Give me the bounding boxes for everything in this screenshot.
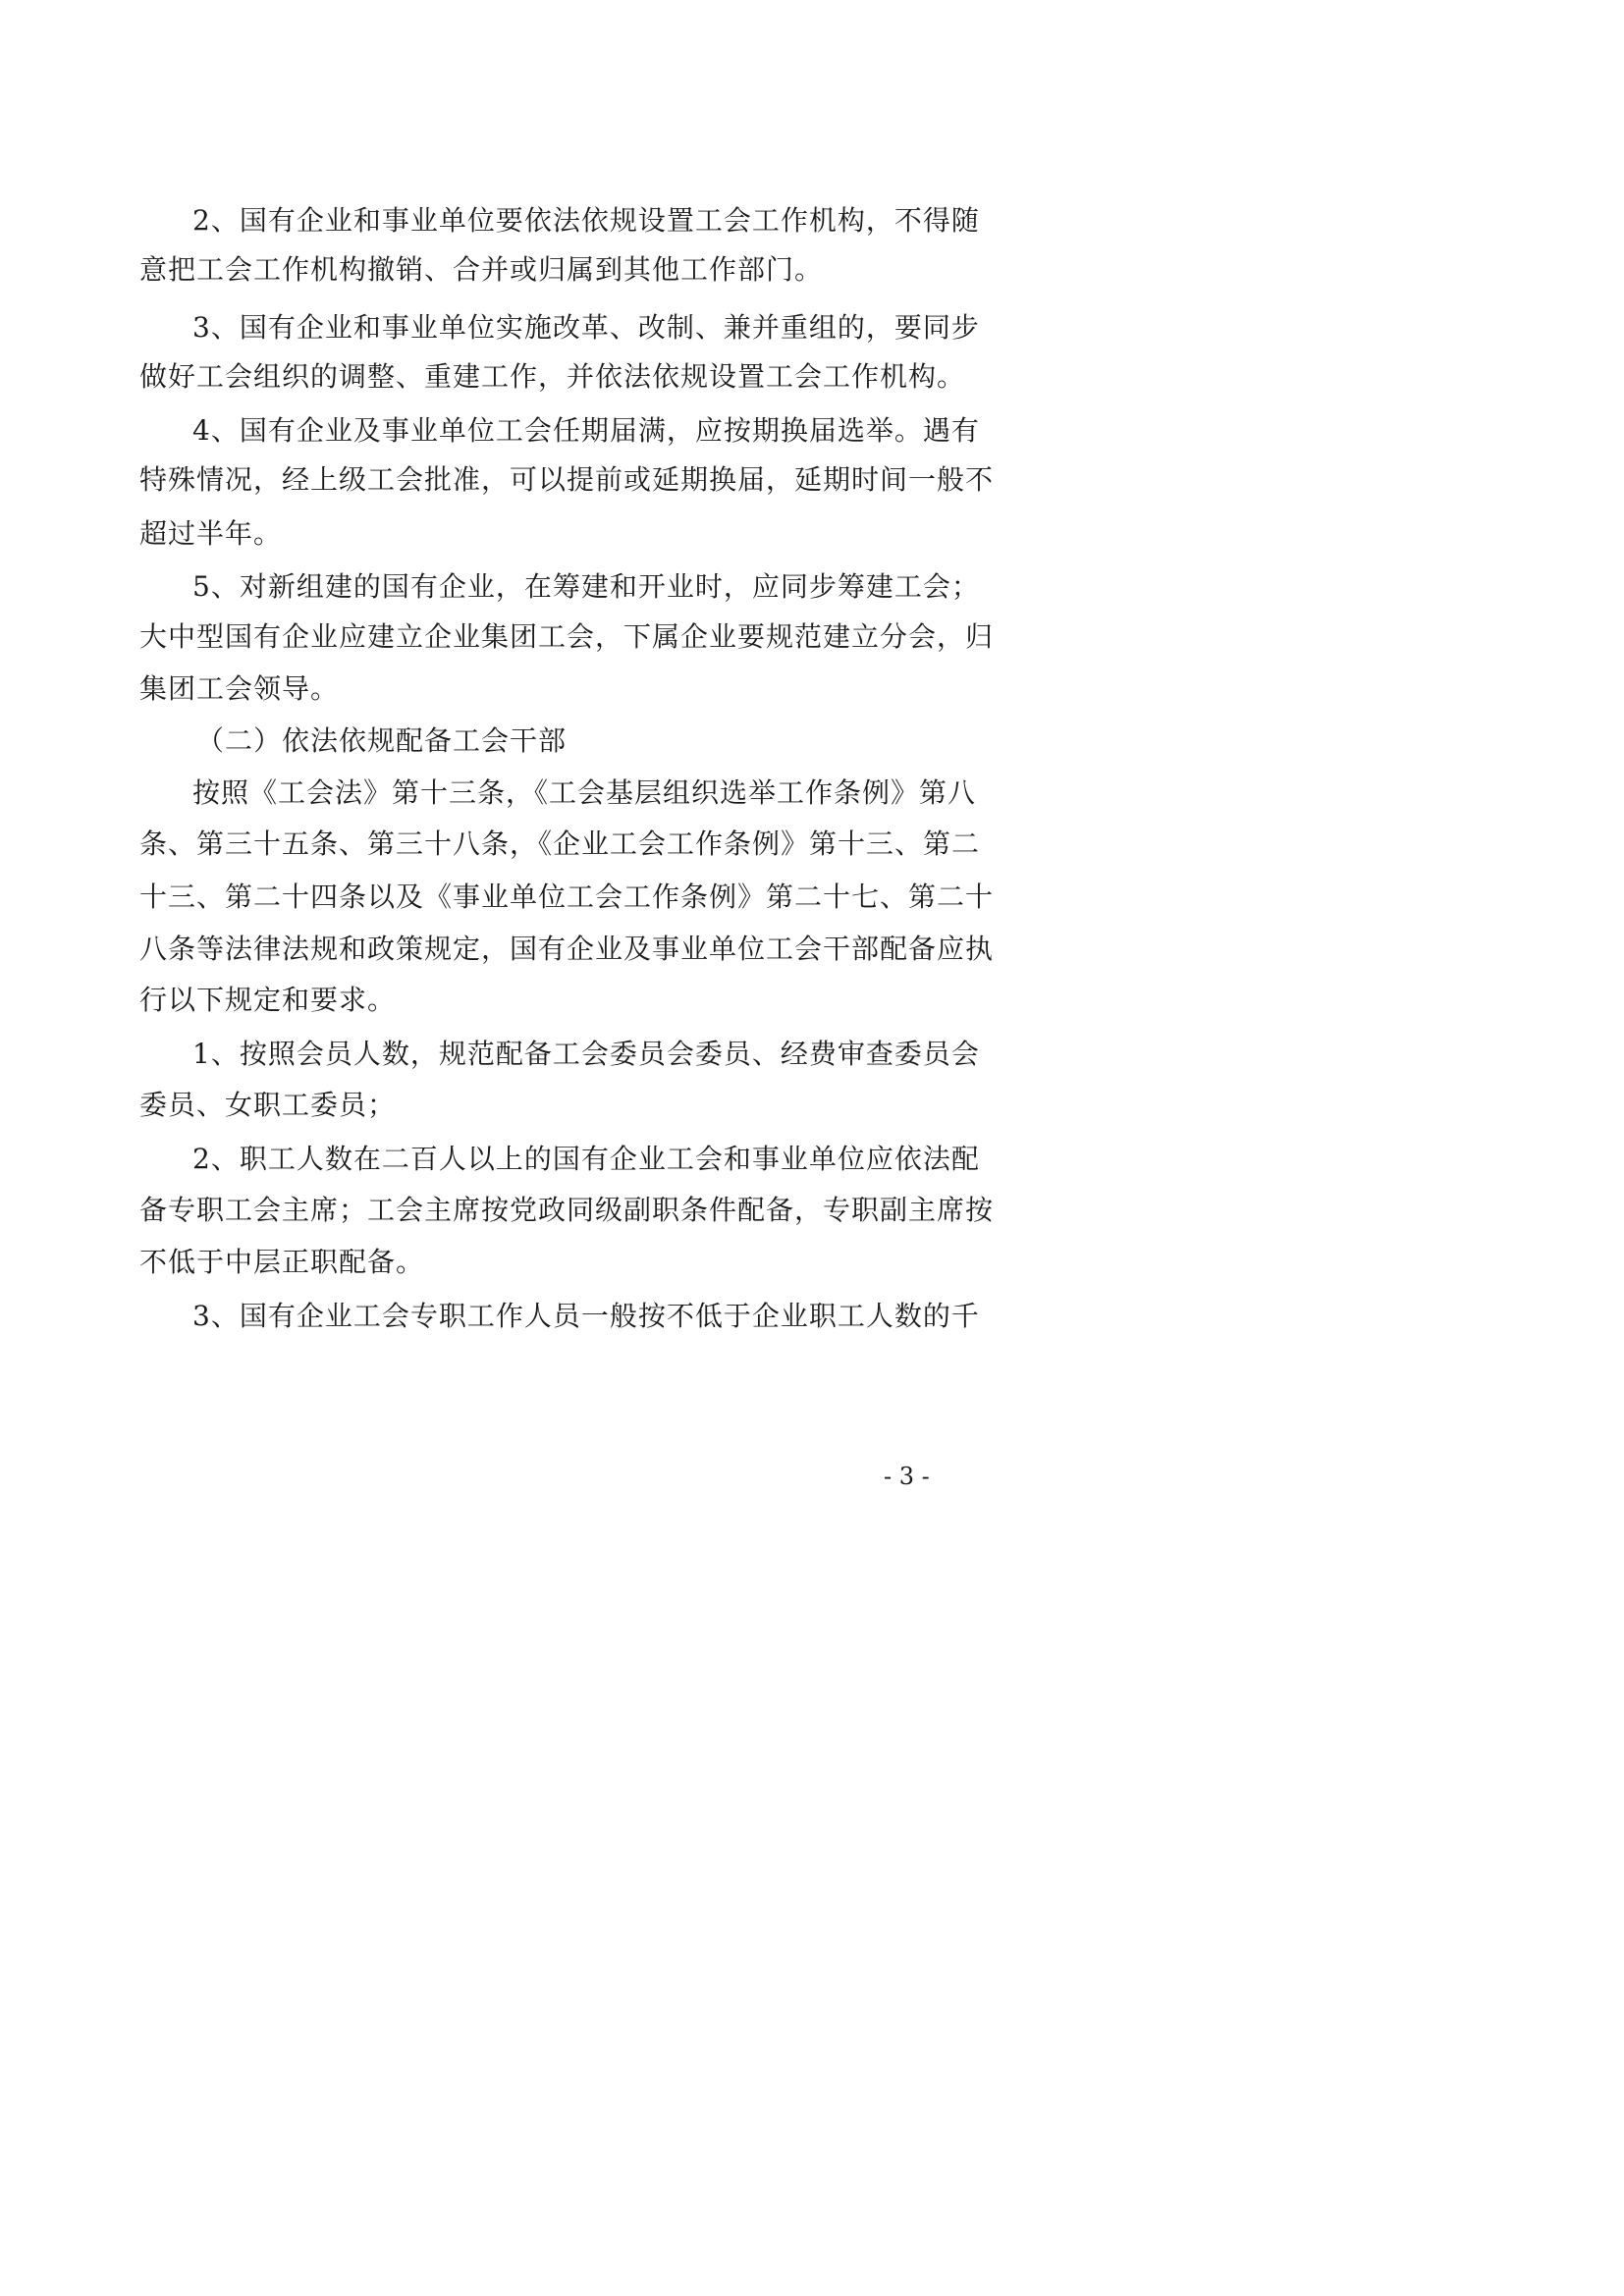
paragraph-line: 意把工会工作机构撤销、合并或归属到其他工作部门。 [139, 253, 824, 286]
paragraph-line: 委员、女职工委员； [139, 1089, 397, 1121]
paragraph-line: 十三、第二十四条以及《事业单位工会工作条例》第二十七、第二十 [139, 881, 995, 913]
paragraph-line: 3、国有企业工会专职工作人员一般按不低于企业职工人数的千 [192, 1300, 980, 1332]
document-page [0, 0, 1082, 1530]
paragraph-line: 八条等法律法规和政策规定，国有企业及事业单位工会干部配备应执 [139, 933, 995, 965]
paragraph-line: 3、国有企业和事业单位实施改革、改制、兼并重组的，要同步 [192, 311, 980, 344]
page-number: - 3 - [884, 1463, 930, 1490]
paragraph-line: 2、国有企业和事业单位要依法依规设置工会工作机构，不得随 [192, 204, 980, 237]
paragraph-line: 备专职工会主席；工会主席按党政同级副职条件配备，专职副主席按 [139, 1194, 995, 1226]
section-heading: （二）依法依规配备工会干部 [196, 724, 568, 757]
paragraph-line: 做好工会组织的调整、重建工作，并依法依规设置工会工作机构。 [139, 360, 966, 393]
paragraph-line: 不低于中层正职配备。 [139, 1246, 425, 1278]
paragraph-line: 1、按照会员人数，规范配备工会委员会委员、经费审查委员会 [192, 1038, 980, 1070]
paragraph-line: 特殊情况，经上级工会批准，可以提前或延期换届，延期时间一般不 [139, 463, 995, 496]
paragraph-line: 按照《工会法》第十三条，《工会基层组织选举工作条例》第八 [192, 776, 977, 809]
paragraph-line: 5、对新组建的国有企业，在筹建和开业时，应同步筹建工会； [192, 570, 980, 603]
paragraph-line: 条、第三十五条、第三十八条，《企业工会工作条例》第十三、第二 [139, 828, 981, 860]
paragraph-line: 大中型国有企业应建立企业集团工会，下属企业要规范建立分会，归 [139, 620, 995, 653]
paragraph-line: 2、职工人数在二百人以上的国有企业工会和事业单位应依法配 [192, 1143, 980, 1175]
paragraph-line: 集团工会领导。 [139, 672, 340, 705]
paragraph-line: 行以下规定和要求。 [139, 984, 397, 1016]
paragraph-line: 4、国有企业及事业单位工会任期届满，应按期换届选举。遇有 [192, 414, 980, 447]
paragraph-line: 超过半年。 [139, 517, 283, 550]
